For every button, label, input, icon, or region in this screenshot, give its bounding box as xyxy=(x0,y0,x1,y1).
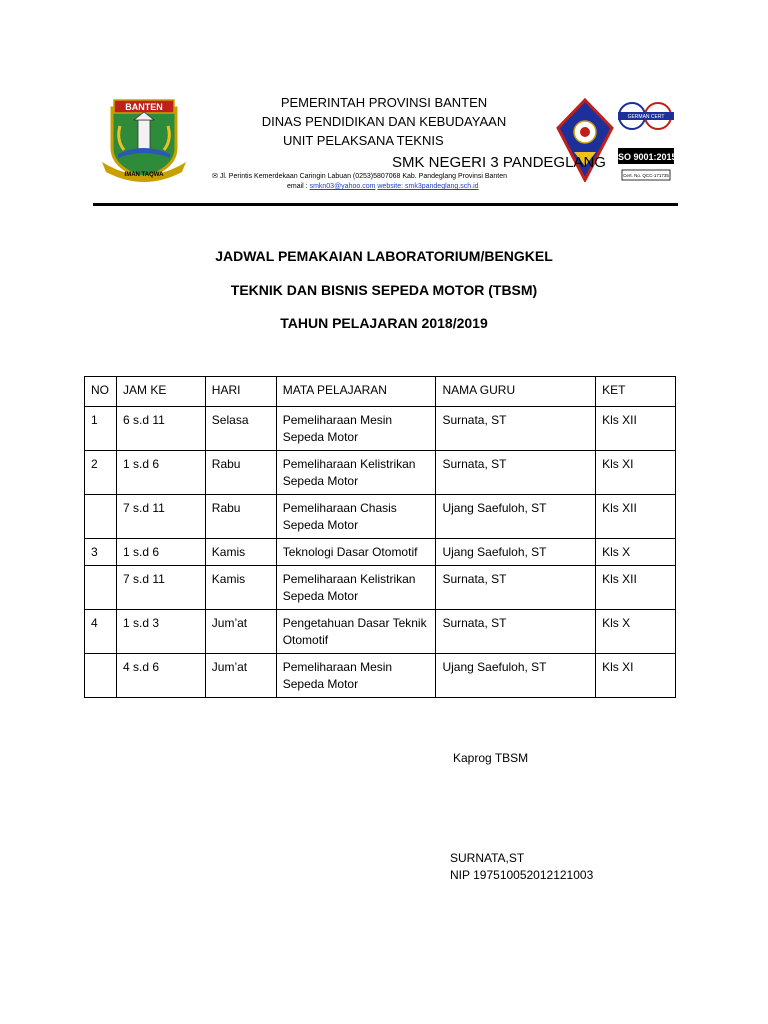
table-cell: Jum’at xyxy=(205,610,276,654)
mail-icon: ✉ xyxy=(212,173,218,180)
address-line xyxy=(212,172,507,180)
table-cell: 3 xyxy=(85,539,117,566)
cert-number: Cert. No. QCC-171735 xyxy=(623,173,669,178)
table-cell: 1 s.d 6 xyxy=(116,539,205,566)
table-cell: Kls XII xyxy=(596,407,676,451)
table-header-cell: KET xyxy=(596,377,676,407)
table-cell: Kls X xyxy=(596,539,676,566)
header-line-department: DINAS PENDIDIKAN DAN KEBUDAYAAN xyxy=(261,114,507,129)
table-row xyxy=(85,407,676,451)
table-cell: Selasa xyxy=(205,407,276,451)
table-cell: 7 s.d 11 xyxy=(116,495,205,539)
table-cell: Surnata, ST xyxy=(436,566,596,610)
doc-title: JADWAL PEMAKAIAN LABORATORIUM/BENGKEL xyxy=(215,248,553,264)
table-cell: Pemeliharaan Chasis Sepeda Motor xyxy=(276,495,436,539)
header-line-province: PEMERINTAH PROVINSI BANTEN xyxy=(280,95,488,110)
table-cell: Pengetahuan Dasar Teknik Otomotif xyxy=(276,610,436,654)
email-label: email : xyxy=(287,183,310,190)
table-header-cell: NO xyxy=(85,377,117,407)
schedule-table xyxy=(84,376,676,698)
banten-motto-text: IMAN TAQWA xyxy=(124,172,164,178)
table-cell xyxy=(85,566,117,610)
table-cell: Kls XII xyxy=(596,566,676,610)
table-cell: 1 xyxy=(85,407,117,451)
table-cell: Pemeliharaan Kelistrikan Sepeda Motor xyxy=(276,566,436,610)
table-cell: 7 s.d 11 xyxy=(116,566,205,610)
table-header-cell: JAM KE xyxy=(116,377,205,407)
table-row xyxy=(85,451,676,495)
banten-banner-text: BANTEN xyxy=(125,102,163,112)
table-cell xyxy=(85,654,117,698)
table-cell: Kls XII xyxy=(596,495,676,539)
table-cell: 4 xyxy=(85,610,117,654)
table-row xyxy=(85,495,676,539)
table-cell: Jum’at xyxy=(205,654,276,698)
email-link[interactable]: smkn03@yahoo.com xyxy=(309,183,376,190)
table-cell: Teknologi Dasar Otomotif xyxy=(276,539,436,566)
table-cell: Ujang Saefuloh, ST xyxy=(436,495,596,539)
table-cell: Kls XI xyxy=(596,451,676,495)
table-row xyxy=(85,610,676,654)
table-cell: 1 s.d 3 xyxy=(116,610,205,654)
table-cell: Kls XI xyxy=(596,654,676,698)
table-row xyxy=(85,566,676,610)
signature-nip: NIP 197510052012121003 xyxy=(450,868,594,882)
table-row xyxy=(85,539,676,566)
table-cell: Ujang Saefuloh, ST xyxy=(436,539,596,566)
table-cell: Rabu xyxy=(205,451,276,495)
table-cell xyxy=(85,495,117,539)
signature-role: Kaprog TBSM xyxy=(453,751,529,765)
table-cell: Kamis xyxy=(205,539,276,566)
address-text: Jl. Perintis Kemerdekaan Caringin Labuan (0253)5807068 Kab. Pandeglang Provinsi Banten xyxy=(219,173,508,180)
table-cell: Pemeliharaan Mesin Sepeda Motor xyxy=(276,407,436,451)
signature-name: SURNATA,ST xyxy=(450,851,525,865)
table-cell: Surnata, ST xyxy=(436,451,596,495)
german-cert-text: GERMAN CERT xyxy=(627,114,665,120)
doc-year: TAHUN PELAJARAN 2018/2019 xyxy=(280,315,488,331)
table-header-cell: NAMA GURU xyxy=(436,377,596,407)
table-row xyxy=(85,654,676,698)
table-header-cell: MATA PELAJARAN xyxy=(276,377,436,407)
table-cell: Surnata, ST xyxy=(436,610,596,654)
table-header-cell: HARI xyxy=(205,377,276,407)
table-cell: Rabu xyxy=(205,495,276,539)
table-cell: 4 s.d 6 xyxy=(116,654,205,698)
doc-subtitle: TEKNIK DAN BISNIS SEPEDA MOTOR (TBSM) xyxy=(230,282,538,298)
iso-label: ISO 9001:2015 xyxy=(616,152,676,162)
table-header-row xyxy=(85,377,676,407)
table-cell: Pemeliharaan Kelistrikan Sepeda Motor xyxy=(276,451,436,495)
header-divider xyxy=(93,203,678,206)
table-cell: Kamis xyxy=(205,566,276,610)
table-cell: Kls X xyxy=(596,610,676,654)
table-cell: Surnata, ST xyxy=(436,407,596,451)
website-link[interactable]: website: smk3pandeglang.sch.id xyxy=(377,183,479,190)
table-cell: Ujang Saefuloh, ST xyxy=(436,654,596,698)
table-cell: 1 s.d 6 xyxy=(116,451,205,495)
email-line xyxy=(287,183,479,190)
table-cell: 2 xyxy=(85,451,117,495)
table-cell: Pemeliharaan Mesin Sepeda Motor xyxy=(276,654,436,698)
header-line-unit: UNIT PELAKSANA TEKNIS xyxy=(283,133,444,148)
school-name: SMK NEGERI 3 PANDEGLANG xyxy=(392,154,606,171)
table-cell: 6 s.d 11 xyxy=(116,407,205,451)
